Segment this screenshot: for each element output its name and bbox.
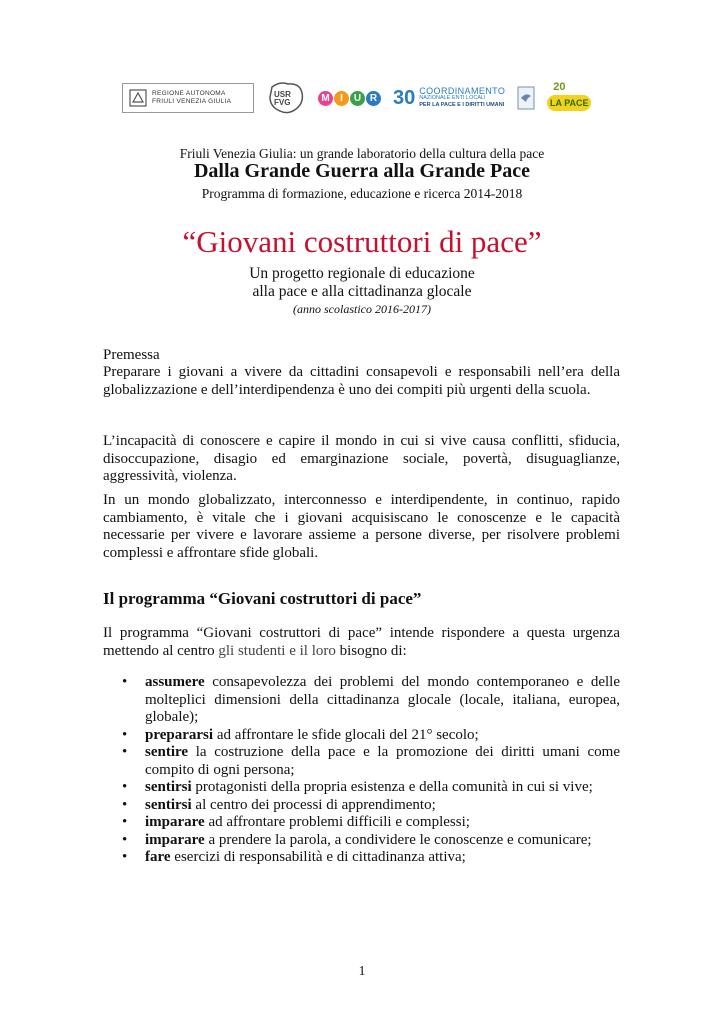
list-item [122,727,620,745]
bullet: • [122,726,128,743]
list-item-text: esercizi di responsabilità e di cittadinanza attiva; [170,849,466,865]
premessa-paragraph-1: Preparare i giovani a vivere da cittadini consapevoli e responsabili nell’era della globalizzazione e dell’interdipendenza è uno dei compiti più urgenti della scuola. [103,364,620,398]
miur-letter: I [334,91,349,106]
school-year: (anno scolastico 2016-2017) [293,302,431,316]
list-item-verb: imparare [145,814,205,830]
list-item [122,832,620,850]
coord-line3: PER LA PACE E I DIRITTI UMANI [419,101,505,108]
list-item-text: a prendere la parola, a condividere le conoscenze e comunicare; [204,831,592,848]
miur-logo [318,91,381,106]
bullet: • [122,796,128,813]
list-item-verb: sentirsi [145,796,192,813]
bullet: • [122,849,128,865]
intro-text-a: Il programma “Giovani costruttori di pace” intende rispondere a questa urgenza mettendo al centro [103,625,620,659]
pre-title: Friuli Venezia Giulia: un grande laboratorio della cultura della pace [179,146,545,161]
list-item-text: protagonisti della propria esistenza e della comunità in cui si vive; [191,779,593,795]
dove-emblem-icon [517,86,535,110]
pace-logo-text: LA PACE [547,95,591,111]
list-item-verb: sentire [145,744,189,760]
bullet: • [122,674,128,690]
list-item-verb: sentirsi [145,779,192,795]
pace-logo-number: 20 [553,81,566,93]
bullet: • [122,744,128,760]
list-item [122,744,620,779]
list-item-text: ad affrontare le sfide glocali del 21° secolo; [213,726,479,743]
page-number: 1 [358,963,366,978]
list-item [122,779,620,797]
needs-list [122,674,620,867]
list-item-verb: prepararsi [145,726,214,743]
coord-line2: NAZIONALE ENTI LOCALI [419,94,486,101]
intro-text-highlight: gli studenti e il loro [218,642,336,659]
list-item-verb: fare [145,849,171,865]
programma-intro [103,625,620,660]
list-item [122,849,620,867]
regione-emblem-icon [129,89,147,107]
project-title: “Giovani costruttori di pace” [182,224,542,259]
list-item [122,814,620,832]
miur-letter: R [366,91,381,106]
intro-text-c: bisogno di: [335,642,407,659]
list-item-text: ad affrontare problemi difficili e complessi; [204,814,470,830]
list-item [122,797,620,815]
bullet: • [122,831,128,848]
main-title: Dalla Grande Guerra alla Grande Pace [193,160,531,182]
section-heading: Il programma “Giovani costruttori di pace” [103,589,422,608]
list-item [122,674,620,727]
premessa-paragraph-2: L’incapacità di conoscere e capire il mondo in cui si vive causa conflitti, sfiducia, disoccupazione, disagio ed emarginazione sociale, povertà, disuguaglianze, aggressività, violenza. [103,433,620,484]
list-item-text: al centro dei processi di apprendimento; [191,796,436,813]
list-item-verb: assumere [145,674,205,690]
logo-strip [122,76,608,120]
bullet: • [122,814,128,830]
program-subtitle: Programma di formazione, educazione e ricerca 2014-2018 [201,186,523,201]
premessa-heading: Premessa [103,347,160,363]
pace-anniversary-logo [547,83,591,113]
usr-fvg-logo [266,79,306,117]
bullet: • [122,779,128,795]
coord-line1: COORDINAMENTO [419,85,506,96]
usr-logo-text: USR FVG [274,90,291,107]
list-item-text: la costruzione della pace e la promozione dei diritti umani come compito di ogni persona; [145,744,620,778]
coordinamento-logo [393,87,505,110]
miur-letter: M [318,91,333,106]
project-subtitle-line2: alla pace e alla cittadinanza glocale [252,283,472,300]
regione-fvg-logo [122,83,254,113]
project-subtitle-line1: Un progetto regionale di educazione [249,265,475,282]
list-item-verb: imparare [145,831,205,848]
regione-logo-line1: REGIONE AUTONOMA [152,90,226,97]
premessa-paragraph-3: In un mondo globalizzato, interconnesso e interdipendente, in continuo, rapido cambiamento, è vitale che i giovani acquisiscano le conoscenze e le capacità necessarie per vivere e lavorare assieme a persone diverse, per risolvere problemi complessi e affrontare sfide globali. [103,492,620,561]
regione-logo-line2: FRIULI VENEZIA GIULIA [152,98,232,105]
list-item-text: consapevolezza dei problemi del mondo contemporaneo e delle molteplici dimensioni della cittadinanza glocale (locale, italiana, europea, globale); [145,674,620,725]
coord-number: 30 [393,86,416,109]
miur-letter: U [350,91,365,106]
